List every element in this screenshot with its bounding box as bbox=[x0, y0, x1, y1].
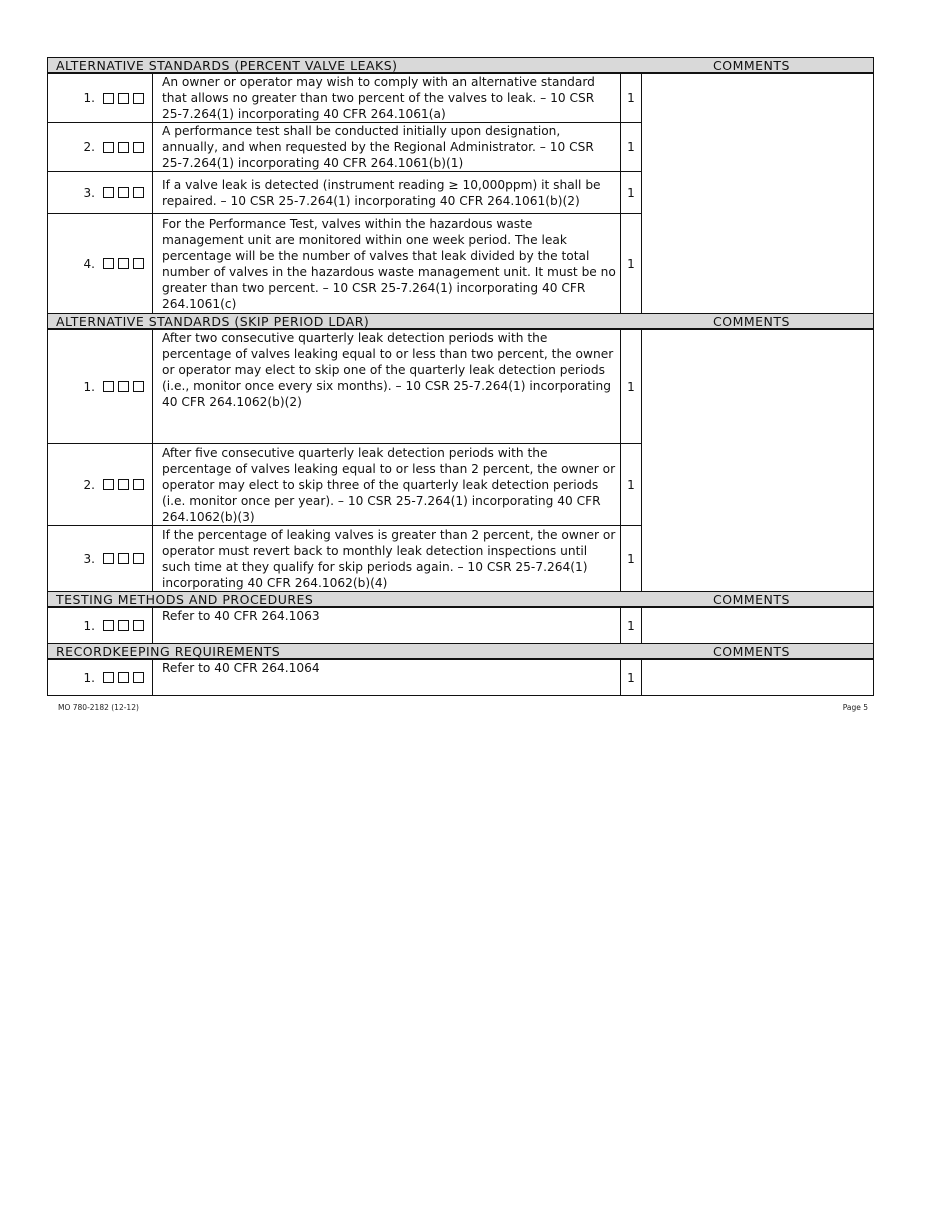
comments-field[interactable] bbox=[642, 74, 873, 313]
checkbox-no[interactable] bbox=[118, 93, 129, 104]
checkbox-no[interactable] bbox=[118, 187, 129, 198]
item-points: 1 bbox=[621, 74, 642, 122]
checklist-form bbox=[47, 57, 874, 696]
section-header bbox=[47, 313, 874, 330]
item-text: An owner or operator may wish to comply with an alternative standard that allows no greater than two percent of the valves to leak. – 10 CSR 25-7.264(1) incorporating 40 CFR 264.1061(a) bbox=[153, 74, 621, 122]
checkbox-no[interactable] bbox=[118, 620, 129, 631]
checkbox-na[interactable] bbox=[133, 479, 144, 490]
table-row bbox=[48, 74, 642, 123]
checkbox-yes[interactable] bbox=[103, 672, 114, 683]
section-header bbox=[47, 643, 874, 660]
section-title: TESTING METHODS AND PROCEDURES bbox=[56, 592, 314, 607]
item-number: 2. bbox=[83, 140, 95, 154]
item-points: 1 bbox=[621, 526, 642, 591]
comments-field[interactable] bbox=[642, 608, 873, 643]
page-footer bbox=[58, 703, 868, 712]
checkbox-na[interactable] bbox=[133, 258, 144, 269]
item-number: 3. bbox=[83, 551, 95, 566]
checkbox-no[interactable] bbox=[118, 381, 129, 392]
item-text: For the Performance Test, valves within the hazardous waste management unit are monitored within one week period. The leak percentage will be the number of valves that leak divided by the total number of valves in the hazardous waste management unit. It must be no greater than two percent. – 10 CSR 25-7.264(1) incorporating 40 CFR 264.1061(c) bbox=[153, 214, 621, 313]
section-header bbox=[47, 591, 874, 608]
item-number: 4. bbox=[83, 256, 95, 271]
section-header bbox=[47, 57, 874, 74]
item-text: If a valve leak is detected (instrument reading ≥ 10,000ppm) it shall be repaired. – 10 CSR 25-7.264(1) incorporating 40 CFR 264.1061(b)(2) bbox=[153, 172, 621, 213]
page-number: Page 5 bbox=[842, 703, 868, 712]
checkbox-yes[interactable] bbox=[103, 479, 114, 490]
checkbox-na[interactable] bbox=[133, 142, 144, 153]
checkbox-na[interactable] bbox=[133, 381, 144, 392]
checkbox-no[interactable] bbox=[118, 672, 129, 683]
form-id: MO 780-2182 (12-12) bbox=[58, 703, 139, 712]
checkbox-na[interactable] bbox=[133, 93, 144, 104]
checkbox-yes[interactable] bbox=[103, 142, 114, 153]
item-text: After two consecutive quarterly leak detection periods with the percentage of valves leaking equal to or less than two percent, the owner or operator may elect to skip one of the quarterly leak detection periods (i.e., monitor once every six months). – 10 CSR 25-7.264(1) incorporating 40 CFR 264.1062(b)(2) bbox=[153, 330, 621, 443]
section-title: ALTERNATIVE STANDARDS (SKIP PERIOD LDAR) bbox=[56, 314, 370, 329]
item-points: 1 bbox=[621, 444, 642, 525]
checkbox-no[interactable] bbox=[118, 142, 129, 153]
table-row bbox=[48, 444, 642, 526]
item-text: If the percentage of leaking valves is greater than 2 percent, the owner or operator must revert back to monthly leak detection inspections until such time at they qualify for skip periods again. – 10 CSR 25-7.264(1) incorporating 40 CFR 264.1062(b)(4) bbox=[153, 526, 621, 591]
table-row bbox=[48, 608, 642, 643]
checkbox-yes[interactable] bbox=[103, 93, 114, 104]
item-number: 1. bbox=[83, 670, 95, 685]
checkbox-no[interactable] bbox=[118, 258, 129, 269]
checkbox-na[interactable] bbox=[133, 187, 144, 198]
section-title: ALTERNATIVE STANDARDS (PERCENT VALVE LEAKS) bbox=[56, 58, 398, 73]
comments-header: COMMENTS bbox=[713, 58, 790, 73]
section-title: RECORDKEEPING REQUIREMENTS bbox=[56, 644, 281, 659]
table-row bbox=[48, 172, 642, 214]
table-row bbox=[48, 330, 642, 444]
checkbox-na[interactable] bbox=[133, 620, 144, 631]
table-row bbox=[48, 123, 642, 172]
checkbox-na[interactable] bbox=[133, 672, 144, 683]
item-points: 1 bbox=[621, 660, 642, 695]
comments-header: COMMENTS bbox=[713, 314, 790, 329]
comments-header: COMMENTS bbox=[713, 644, 790, 659]
checkbox-na[interactable] bbox=[133, 553, 144, 564]
item-number: 3. bbox=[83, 185, 95, 200]
section-testing-methods bbox=[47, 608, 874, 643]
checkbox-yes[interactable] bbox=[103, 381, 114, 392]
item-number: 1. bbox=[83, 379, 95, 394]
table-row bbox=[48, 526, 642, 591]
comments-field[interactable] bbox=[642, 660, 873, 695]
table-row bbox=[48, 214, 642, 313]
checkbox-no[interactable] bbox=[118, 553, 129, 564]
item-text: Refer to 40 CFR 264.1063 bbox=[153, 608, 621, 643]
item-points: 1 bbox=[621, 608, 642, 643]
checkbox-yes[interactable] bbox=[103, 187, 114, 198]
section-skip-period-ldar bbox=[47, 330, 874, 591]
item-number: 2. bbox=[83, 477, 95, 492]
section-percent-valve-leaks bbox=[47, 74, 874, 313]
item-points: 1 bbox=[621, 214, 642, 313]
item-text: A performance test shall be conducted initially upon designation, annually, and when requested by the Regional Administrator. – 10 CSR 25-7.264(1) incorporating 40 CFR 264.1061(b)(1) bbox=[153, 123, 621, 171]
item-number: 1. bbox=[83, 618, 95, 633]
checkbox-yes[interactable] bbox=[103, 258, 114, 269]
checkbox-yes[interactable] bbox=[103, 620, 114, 631]
table-row bbox=[48, 660, 642, 695]
checkbox-no[interactable] bbox=[118, 479, 129, 490]
item-text: Refer to 40 CFR 264.1064 bbox=[153, 660, 621, 695]
section-recordkeeping bbox=[47, 660, 874, 696]
item-points: 1 bbox=[621, 330, 642, 443]
item-points: 1 bbox=[621, 123, 642, 171]
checkbox-yes[interactable] bbox=[103, 553, 114, 564]
item-text: After five consecutive quarterly leak detection periods with the percentage of valves leaking equal to or less than 2 percent, the owner or operator may elect to skip three of the quarterly leak detection periods (i.e. monitor once per year). – 10 CSR 25-7.264(1) incorporating 40 CFR 264.1062(b)(3) bbox=[153, 444, 621, 525]
item-number: 1. bbox=[83, 91, 95, 105]
item-points: 1 bbox=[621, 172, 642, 213]
comments-header: COMMENTS bbox=[713, 592, 790, 607]
comments-field[interactable] bbox=[642, 330, 873, 591]
